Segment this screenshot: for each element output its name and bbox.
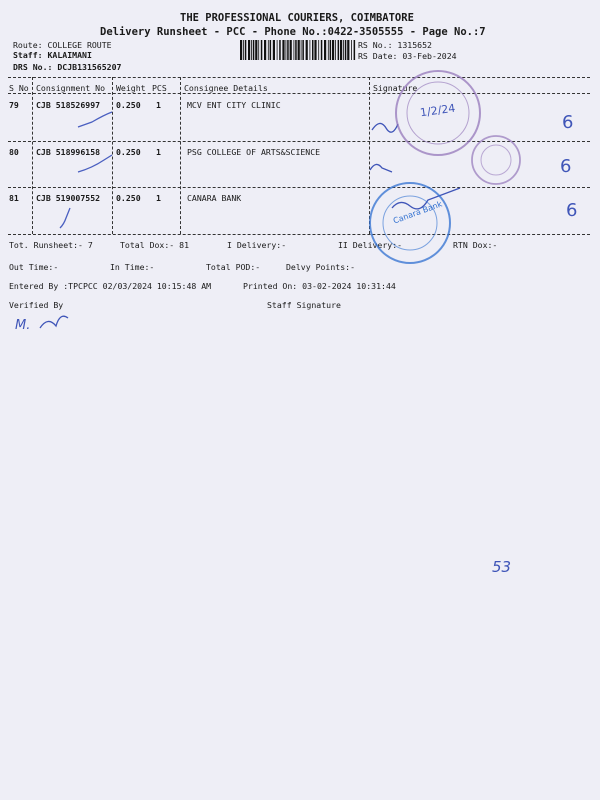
- rs-number: RS No.: 1315652: [358, 40, 432, 50]
- out-time: Out Time:-: [9, 262, 59, 272]
- column-header: Signature: [373, 83, 418, 93]
- ii-delivery: II Delivery:-: [338, 240, 403, 250]
- rtn-dox: RTN Dox:-: [453, 240, 498, 250]
- signature-scribble: [370, 164, 392, 172]
- rs-date: RS Date: 03-Feb-2024: [358, 51, 457, 61]
- column-header: PCS: [152, 83, 167, 93]
- row-weight: 0.250: [116, 147, 141, 157]
- tot-runsheet: Tot. Runsheet:- 7: [9, 240, 93, 250]
- row-sno: 80: [9, 147, 19, 157]
- small-purple-stamp: [472, 136, 520, 184]
- printed-on: Printed On: 03-02-2024 10:31:44: [243, 281, 396, 291]
- total-pod: Total POD:-: [206, 262, 261, 272]
- row-mark: 6: [566, 200, 578, 221]
- row-weight: 0.250: [116, 100, 141, 110]
- verifier-scribble: [40, 316, 68, 328]
- row-consignee: CANARA BANK: [187, 193, 242, 203]
- runsheet-title: Delivery Runsheet - PCC - Phone No.:0422-3505555 - Page No.:7: [100, 26, 486, 38]
- canara-stamp-text: Canara Bank: [392, 199, 444, 226]
- drs-number: DRS No.: DCJB131565207: [13, 62, 122, 72]
- row-consignment: CJB 518996158: [36, 147, 101, 157]
- verifier-initials: M.: [15, 318, 31, 333]
- row-consignee: PSG COLLEGE OF ARTS&SCIENCE: [187, 147, 321, 157]
- date-annotation: 1/2/24: [419, 101, 457, 120]
- row-pcs: 1: [156, 193, 161, 203]
- row-sno: 79: [9, 100, 19, 110]
- i-delivery: I Delivery:-: [227, 240, 287, 250]
- signature-scribble: [372, 123, 398, 132]
- check-mark: [60, 208, 70, 228]
- column-header: Consignment No: [36, 83, 106, 93]
- staff-signature-label: Staff Signature: [267, 300, 341, 310]
- delvy-points: Delvy Points:-: [286, 262, 356, 272]
- check-mark: [78, 112, 112, 127]
- row-pcs: 1: [156, 147, 161, 157]
- entered-by: Entered By :TPCPCC 02/03/2024 10:15:48 AM: [9, 281, 212, 291]
- column-header: S No: [9, 83, 29, 93]
- row-pcs: 1: [156, 100, 161, 110]
- row-weight: 0.250: [116, 193, 141, 203]
- row-consignment: CJB 519007552: [36, 193, 101, 203]
- canara-stamp: [370, 183, 450, 263]
- row-sno: 81: [9, 193, 19, 203]
- company-name: THE PROFESSIONAL COURIERS, COIMBATORE: [180, 12, 414, 24]
- route-label: Route: COLLEGE ROUTE: [13, 40, 112, 50]
- total-dox: Total Dox:- 81: [120, 240, 190, 250]
- row-consignee: MCV ENT CITY CLINIC: [187, 100, 281, 110]
- check-mark: [78, 155, 112, 172]
- column-header: Consignee Details: [184, 83, 268, 93]
- row-consignment: CJB 518526997: [36, 100, 101, 110]
- verified-by-label: Verified By: [9, 300, 64, 310]
- row-mark: 6: [560, 156, 572, 177]
- page-annotation: 53: [492, 558, 512, 576]
- column-header: Weight: [116, 83, 146, 93]
- row-mark: 6: [562, 112, 574, 133]
- staff-label: Staff: KALAIMANI: [13, 50, 92, 60]
- in-time: In Time:-: [110, 262, 155, 272]
